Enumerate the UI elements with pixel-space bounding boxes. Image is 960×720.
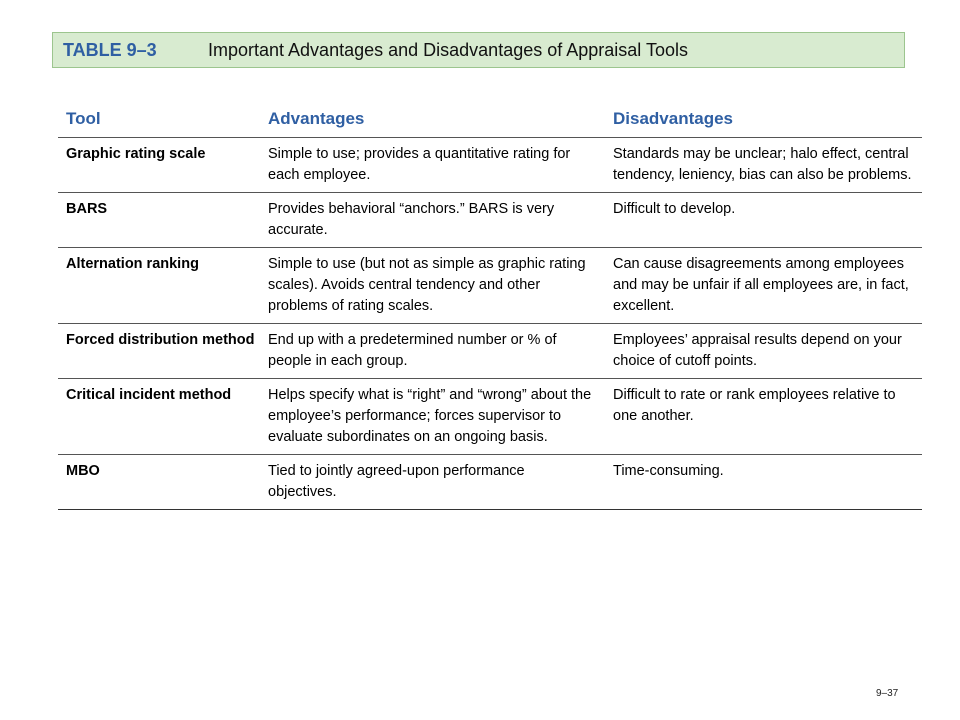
advantages-cell: Helps specify what is “right” and “wrong” about the employee’s performance; forces supervisor to evaluate subordinates on an ongoing basis.	[260, 379, 605, 455]
disadvantages-cell: Standards may be unclear; halo effect, central tendency, leniency, bias can also be problems.	[605, 138, 922, 193]
tool-cell: BARS	[58, 193, 260, 248]
table-title-bar	[52, 32, 905, 68]
disadvantages-cell: Difficult to develop.	[605, 193, 922, 248]
disadvantages-cell: Can cause disagreements among employees and may be unfair if all employees are, in fact, excellent.	[605, 248, 922, 324]
table-row	[58, 138, 922, 193]
appraisal-tools-table	[58, 103, 922, 510]
table-row	[58, 379, 922, 455]
advantages-cell: Tied to jointly agreed-upon performance objectives.	[260, 455, 605, 510]
disadvantages-cell: Time-consuming.	[605, 455, 922, 510]
tool-cell: Forced distribution method	[58, 324, 260, 379]
page-number: 9–37	[876, 688, 899, 699]
advantages-cell: Simple to use; provides a quantitative rating for each employee.	[260, 138, 605, 193]
tool-cell: Alternation ranking	[58, 248, 260, 324]
disadvantages-cell: Difficult to rate or rank employees relative to one another.	[605, 379, 922, 455]
table-row	[58, 455, 922, 510]
tool-cell: Graphic rating scale	[58, 138, 260, 193]
disadvantages-cell: Employees’ appraisal results depend on your choice of cutoff points.	[605, 324, 922, 379]
advantages-cell: End up with a predetermined number or % of people in each group.	[260, 324, 605, 379]
header-advantages: Advantages	[260, 103, 605, 138]
tool-cell: MBO	[58, 455, 260, 510]
table-row	[58, 324, 922, 379]
table-row	[58, 193, 922, 248]
table-number: TABLE 9–3	[63, 39, 157, 60]
header-disadvantages: Disadvantages	[605, 103, 922, 138]
table-header-row	[58, 103, 922, 138]
advantages-cell: Simple to use (but not as simple as graphic rating scales). Avoids central tendency and other problems of rating scales.	[260, 248, 605, 324]
tool-cell: Critical incident method	[58, 379, 260, 455]
table-title: Important Advantages and Disadvantages of Appraisal Tools	[208, 39, 688, 60]
table-row	[58, 248, 922, 324]
header-tool: Tool	[58, 103, 260, 138]
advantages-cell: Provides behavioral “anchors.” BARS is very accurate.	[260, 193, 605, 248]
